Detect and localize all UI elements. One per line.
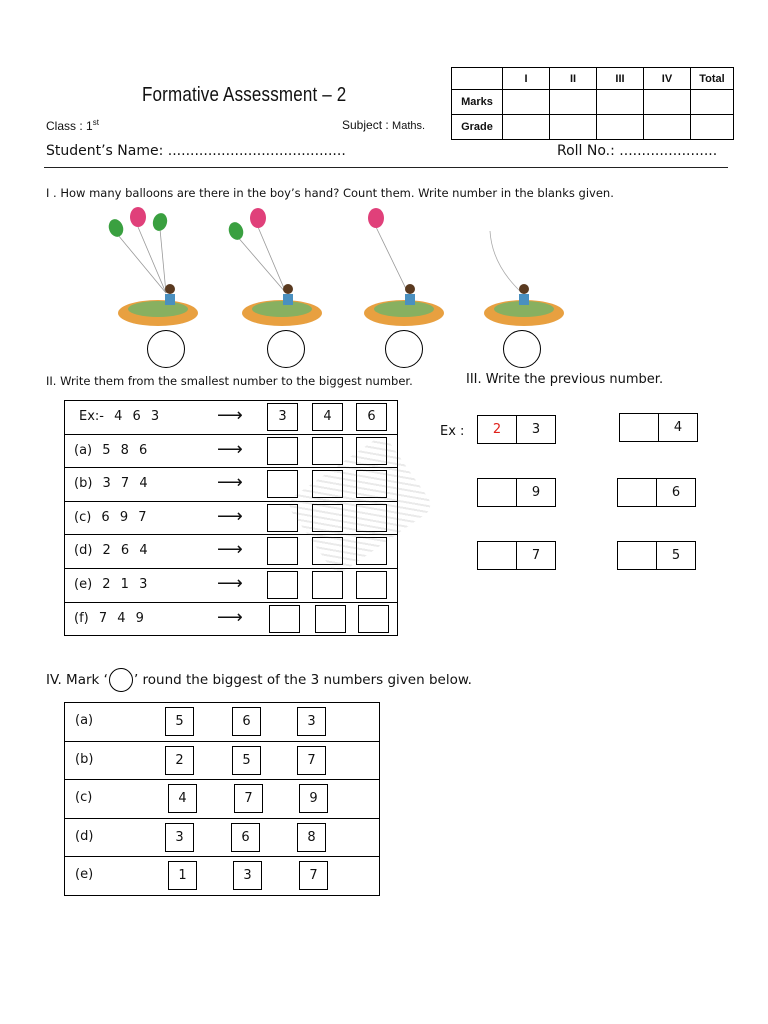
q4-text-after: ’ round the biggest of the 3 numbers given below. bbox=[133, 672, 472, 688]
marks-table-header-row bbox=[452, 68, 734, 90]
q2-answer-box[interactable] bbox=[312, 571, 343, 599]
q2-answer-box[interactable] bbox=[267, 571, 298, 599]
grade-cell[interactable] bbox=[503, 115, 550, 140]
q2-answer-box[interactable] bbox=[356, 571, 387, 599]
answer-circle[interactable] bbox=[267, 330, 305, 368]
q4-text-before: IV. Mark ‘ bbox=[46, 672, 108, 688]
class-label: Class : 1 bbox=[46, 119, 93, 133]
q3-pair bbox=[477, 478, 556, 507]
q3-given-number: 9 bbox=[531, 485, 541, 500]
q2-row bbox=[65, 603, 397, 636]
q4-number-box[interactable]: 8 bbox=[297, 823, 326, 852]
q3-answer-box[interactable] bbox=[478, 479, 517, 506]
q4-row-label: (b) bbox=[75, 751, 94, 767]
q4-number-box[interactable]: 7 bbox=[234, 784, 263, 813]
q4-row bbox=[65, 703, 379, 742]
q3-answer-box[interactable] bbox=[478, 542, 517, 569]
marks-col-header: II bbox=[550, 68, 597, 90]
marks-col-header bbox=[452, 68, 503, 90]
q3-given-number: 7 bbox=[531, 548, 541, 563]
q2-answer-box[interactable] bbox=[312, 437, 343, 465]
q2-answer-box[interactable] bbox=[267, 437, 298, 465]
grade-row-label: Grade bbox=[452, 115, 503, 140]
q4-number-box[interactable]: 7 bbox=[297, 746, 326, 775]
page-title: Formative Assessment – 2 bbox=[142, 84, 347, 106]
arrow-icon: ⟶ bbox=[217, 606, 243, 628]
subject-value: Maths. bbox=[392, 120, 426, 132]
boy-with-balloons-image bbox=[220, 205, 332, 330]
roll-no-field[interactable]: Roll No.: ...................... bbox=[557, 143, 718, 159]
q4-row-label: (c) bbox=[75, 790, 93, 806]
boy-with-balloons-image bbox=[100, 205, 212, 330]
q4-row bbox=[65, 780, 379, 819]
q2-answer-box[interactable] bbox=[267, 470, 298, 498]
q3-given-number: 6 bbox=[671, 485, 681, 500]
q2-row bbox=[65, 569, 397, 603]
boy-with-balloons-image bbox=[342, 205, 454, 330]
marks-row-label: Marks bbox=[452, 90, 503, 115]
subject-field bbox=[342, 118, 425, 132]
arrow-icon: ⟶ bbox=[217, 505, 243, 527]
q2-row-label: (c) 6 9 7 bbox=[74, 509, 147, 525]
q3-given-number: 4 bbox=[673, 420, 683, 435]
q3-text: III. Write the previous number. bbox=[466, 372, 664, 387]
q4-number-box[interactable]: 3 bbox=[233, 861, 262, 890]
q2-answer-box[interactable] bbox=[267, 537, 298, 565]
q2-answer-box[interactable] bbox=[358, 605, 389, 633]
q2-row-label: (a) 5 8 6 bbox=[74, 442, 148, 458]
q4-number-box[interactable]: 5 bbox=[232, 746, 261, 775]
answer-circle[interactable] bbox=[385, 330, 423, 368]
marks-cell[interactable] bbox=[550, 90, 597, 115]
q2-text: II. Write them from the smallest number to the biggest number. bbox=[46, 374, 413, 388]
subject-label: Subject : bbox=[342, 118, 389, 132]
q3-pair bbox=[619, 413, 698, 442]
marks-row bbox=[452, 90, 734, 115]
q4-row bbox=[65, 857, 379, 895]
arrow-icon: ⟶ bbox=[217, 539, 243, 561]
q3-answer-box[interactable] bbox=[618, 479, 657, 506]
q4-row-label: (d) bbox=[75, 828, 94, 844]
boy-with-balloons-image bbox=[462, 205, 574, 330]
q2-row-label: (f) 7 4 9 bbox=[74, 610, 144, 626]
grade-cell[interactable] bbox=[644, 115, 691, 140]
q4-number-box[interactable]: 3 bbox=[297, 707, 326, 736]
q2-answer-box[interactable] bbox=[269, 605, 300, 633]
marks-col-header: Total bbox=[691, 68, 734, 90]
student-name-field[interactable]: Student’s Name: ........................................ bbox=[46, 143, 346, 159]
class-sup: st bbox=[92, 118, 99, 127]
answer-circle[interactable] bbox=[503, 330, 541, 368]
q2-answer-box: 3 bbox=[267, 403, 298, 431]
q3-given-number: 5 bbox=[671, 548, 681, 563]
grade-cell[interactable] bbox=[597, 115, 644, 140]
q3-pair bbox=[617, 541, 696, 570]
q4-number-box[interactable]: 2 bbox=[165, 746, 194, 775]
answer-circle[interactable] bbox=[147, 330, 185, 368]
q4-table bbox=[64, 702, 380, 896]
q4-row bbox=[65, 819, 379, 858]
arrow-icon: ⟶ bbox=[217, 405, 243, 426]
q4-number-box[interactable]: 1 bbox=[168, 861, 197, 890]
marks-col-header: I bbox=[503, 68, 550, 90]
q4-row bbox=[65, 742, 379, 781]
q3-answer-box[interactable] bbox=[618, 542, 657, 569]
marks-cell[interactable] bbox=[644, 90, 691, 115]
q3-pair bbox=[617, 478, 696, 507]
q4-number-box[interactable]: 6 bbox=[231, 823, 260, 852]
grade-cell[interactable] bbox=[691, 115, 734, 140]
marks-col-header: III bbox=[597, 68, 644, 90]
q2-row-label: (d) 2 6 4 bbox=[74, 543, 148, 559]
arrow-icon: ⟶ bbox=[217, 438, 243, 460]
q2-answer-box: 4 bbox=[312, 403, 343, 431]
grade-cell[interactable] bbox=[550, 115, 597, 140]
q2-row bbox=[65, 401, 397, 435]
marks-cell[interactable] bbox=[503, 90, 550, 115]
q4-row-label: (e) bbox=[75, 867, 94, 883]
circle-icon bbox=[109, 668, 133, 692]
q2-answer-box: 6 bbox=[356, 403, 387, 431]
q4-number-box[interactable]: 7 bbox=[299, 861, 328, 890]
q3-example-given: 3 bbox=[531, 422, 541, 437]
q4-row-label: (a) bbox=[75, 713, 94, 728]
marks-table bbox=[451, 67, 734, 140]
q3-example-pair bbox=[477, 415, 556, 444]
q4-number-box[interactable]: 6 bbox=[232, 707, 261, 736]
q4-text bbox=[46, 668, 472, 692]
q1-text: I . How many balloons are there in the boy’s hand? Count them. Write number in the blanks given. bbox=[46, 186, 614, 200]
grade-row bbox=[452, 115, 734, 140]
marks-col-header: IV bbox=[644, 68, 691, 90]
q2-row-label: (b) 3 7 4 bbox=[74, 476, 148, 492]
header-divider bbox=[44, 167, 728, 168]
q3-pair bbox=[477, 541, 556, 570]
q3-example-label: Ex : bbox=[440, 424, 465, 439]
q4-number-box[interactable]: 5 bbox=[165, 707, 194, 736]
class-field bbox=[46, 118, 99, 133]
q4-number-box[interactable]: 3 bbox=[165, 823, 194, 852]
marks-cell[interactable] bbox=[691, 90, 734, 115]
arrow-icon: ⟶ bbox=[217, 572, 243, 594]
q3-example-answer: 2 bbox=[478, 416, 517, 443]
q2-row-label: Ex:- 4 6 3 bbox=[79, 409, 160, 424]
marks-cell[interactable] bbox=[597, 90, 644, 115]
q3-answer-box[interactable] bbox=[620, 414, 659, 441]
arrow-icon: ⟶ bbox=[217, 472, 243, 494]
q2-answer-box[interactable] bbox=[315, 605, 346, 633]
q4-number-box[interactable]: 4 bbox=[168, 784, 197, 813]
q4-number-box[interactable]: 9 bbox=[299, 784, 328, 813]
q2-row-label: (e) 2 1 3 bbox=[74, 576, 148, 592]
